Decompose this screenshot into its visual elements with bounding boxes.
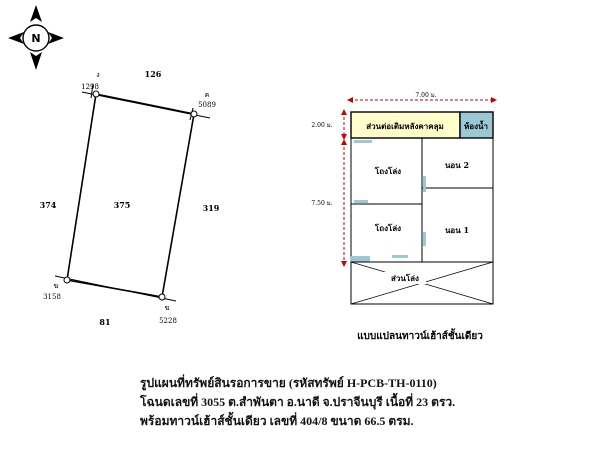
- room-label: โถงโล่ง: [374, 166, 402, 176]
- corner-code: ฆ: [164, 304, 170, 312]
- plan-title: แบบแปลนทาวน์เฮ้าส์ชั้นเดียว: [357, 331, 483, 342]
- door-marker: [423, 176, 426, 192]
- neighbor-parcel-top: 126: [144, 69, 162, 79]
- corner-number: 1298: [81, 83, 99, 91]
- caption-line-2: โฉนดเลขที่ 3055 ต.สำพันตา อ.นาดี จ.ปราจีนบุรี เนื้อที่ 23 ตรว.: [140, 395, 456, 409]
- compass-north-label: N: [31, 32, 41, 45]
- door-marker: [392, 255, 408, 258]
- parcel-number: 375: [113, 200, 131, 210]
- caption-line-1: รูปแผนที่ทรัพย์สินรอการขาย (รหัสทรัพย์ H-PCB-TH-0110): [140, 376, 437, 390]
- room-label: โถงโล่ง: [374, 223, 402, 233]
- door-marker: [354, 140, 372, 143]
- depth-dimension-label: 7.50 ม.: [311, 200, 333, 207]
- corner-number: 3158: [43, 293, 61, 301]
- corner-number: 5228: [159, 317, 177, 325]
- neighbor-parcel-left: 374: [39, 200, 57, 210]
- front-yard-label: ส่วนโล่ง: [391, 273, 419, 283]
- property-caption: [140, 374, 580, 431]
- corner-code: ง: [96, 71, 100, 79]
- door-marker: [423, 232, 426, 246]
- compass-icon: [8, 5, 64, 70]
- window-marker: [350, 256, 370, 262]
- corner-marker: [191, 111, 197, 117]
- door-marker: [354, 200, 368, 203]
- corner-number: 5089: [198, 101, 216, 109]
- neighbor-parcel-bottom: 81: [99, 317, 111, 327]
- corner-code: ฆ: [53, 282, 59, 290]
- bathroom-label: ห้องน้ำ: [464, 121, 488, 131]
- corner-marker: [159, 294, 165, 300]
- caption-line-3: พร้อมทาวน์เฮ้าส์ชั้นเดียว เลขที่ 404/8 ขนาด 66.5 ตรม.: [140, 414, 414, 428]
- room-label: นอน 2: [444, 160, 470, 170]
- neighbor-parcel-right: 319: [202, 203, 220, 213]
- rear-extension-label: ส่วนต่อเติมหลังคาคลุม: [366, 121, 444, 131]
- back-dimension-label: 2.00 ม.: [311, 122, 333, 129]
- corner-code: ค: [204, 91, 210, 99]
- corner-marker: [93, 91, 99, 97]
- floor-plan: [311, 92, 494, 342]
- width-dimension-label: 7.00 ม.: [415, 92, 437, 99]
- corner-marker: [64, 277, 70, 283]
- parcel-map: [40, 69, 220, 327]
- room-label: นอน 1: [444, 225, 470, 235]
- parcel-boundary: [67, 94, 194, 297]
